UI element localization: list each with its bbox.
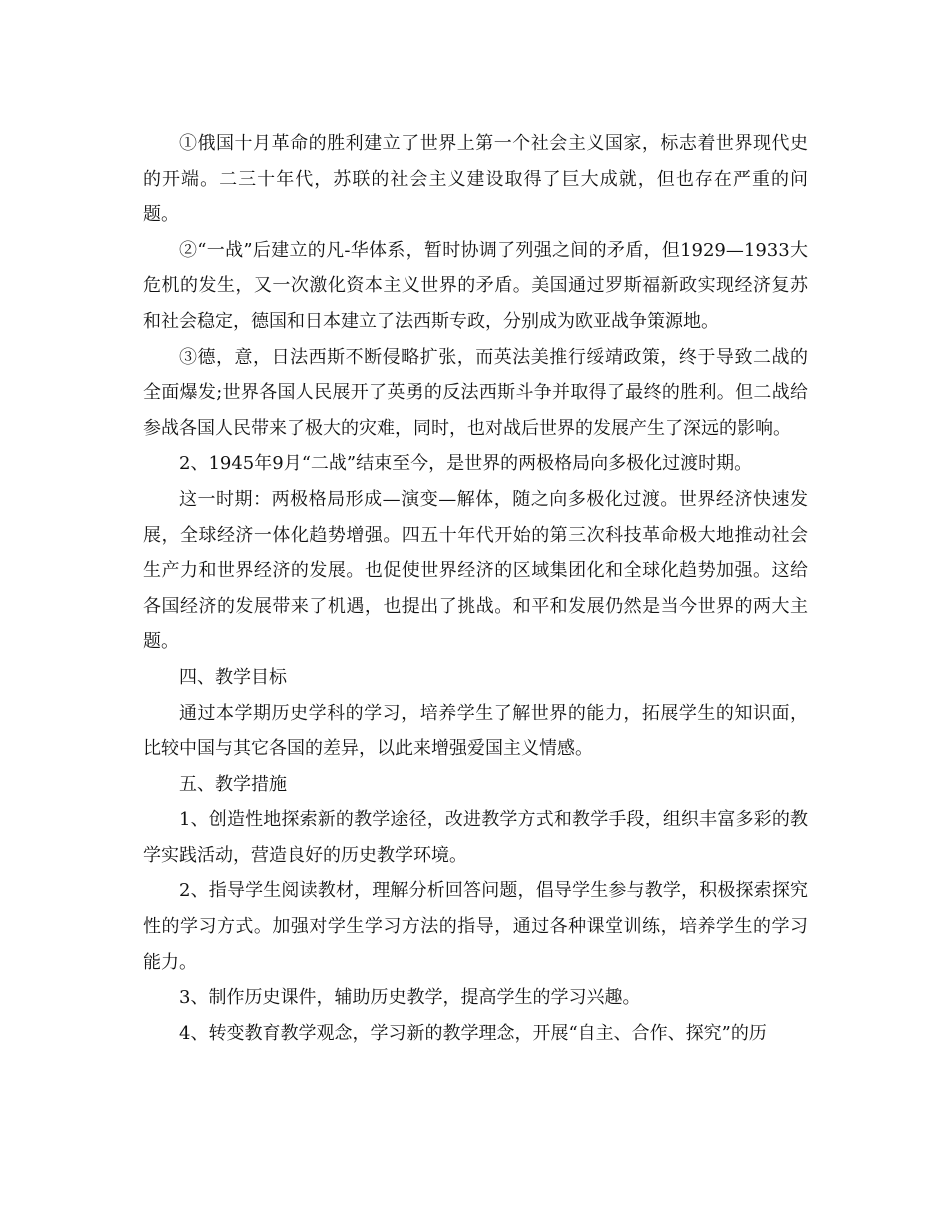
list-item-measure-2: 2、指导学生阅读教材，理解分析回答问题，倡导学生参与教学，积极探索探究性的学习方式。加强对学生学习方法的指导，通过各种课堂训练，培养学生的学习能力。 xyxy=(143,880,808,973)
paragraph-multipolar-transition: 这一时期：两极格局形成—演变—解体，随之向多极化过渡。世界经济快速发展，全球经济一体化趋势增强。四五十年代开始的第三次科技革命极大地推动社会生产力和世界经济的发展。也促使世界经济的区域集团化和全球化趋势加强。这给各国经济的发展带来了机遇，也提出了挑战。和平和发展仍然是当今世界的两大主题。 xyxy=(143,488,808,653)
paragraph-postwar-period: 2、1945年9月“二战”结束至今，是世界的两极格局向多极化过渡时期。 xyxy=(179,453,753,475)
document-body xyxy=(143,126,808,1051)
paragraph-fascist-expansion: ③德，意，日法西斯不断侵略扩张，而英法美推行绥靖政策，终于导致二战的全面爆发;世界各国人民展开了英勇的反法西斯斗争并取得了最终的胜利。但二战给参战各国人民带来了极大的灾难，同时，也对战后世界的发展产生了深远的影响。 xyxy=(143,346,808,439)
list-item-measure-1: 1、创造性地探索新的教学途径，改进教学方式和教学手段，组织丰富多彩的教学实践活动，营造良好的历史教学环境。 xyxy=(143,809,808,866)
list-item-measure-3: 3、制作历史课件，辅助历史教学，提高学生的学习兴趣。 xyxy=(179,987,641,1009)
paragraph-october-revolution: ①俄国十月革命的胜利建立了世界上第一个社会主义国家，标志着世界现代史的开端。二三十年代，苏联的社会主义建设取得了巨大成就，但也存在严重的问题。 xyxy=(143,133,808,226)
paragraph-teaching-goals: 通过本学期历史学科的学习，培养学生了解世界的能力，拓展学生的知识面，比较中国与其它各国的差异，以此来增强爱国主义情感。 xyxy=(143,702,808,760)
list-item-measure-4: 4、转变教育教学观念，学习新的教学理念，开展“自主、合作、探究”的历 xyxy=(179,1022,767,1044)
paragraph-versailles-washington-system: ②“一战”后建立的凡-华体系，暂时协调了列强之间的矛盾，但1929—1933大危机的发生，又一次激化资本主义世界的矛盾。美国通过罗斯福新政实现经济复苏和社会稳定，德国和日本建立了法西斯专政，分别成为欧亚战争策源地。 xyxy=(143,239,808,332)
heading-teaching-measures: 五、教学措施 xyxy=(179,773,287,795)
heading-teaching-goals: 四、教学目标 xyxy=(179,666,287,688)
